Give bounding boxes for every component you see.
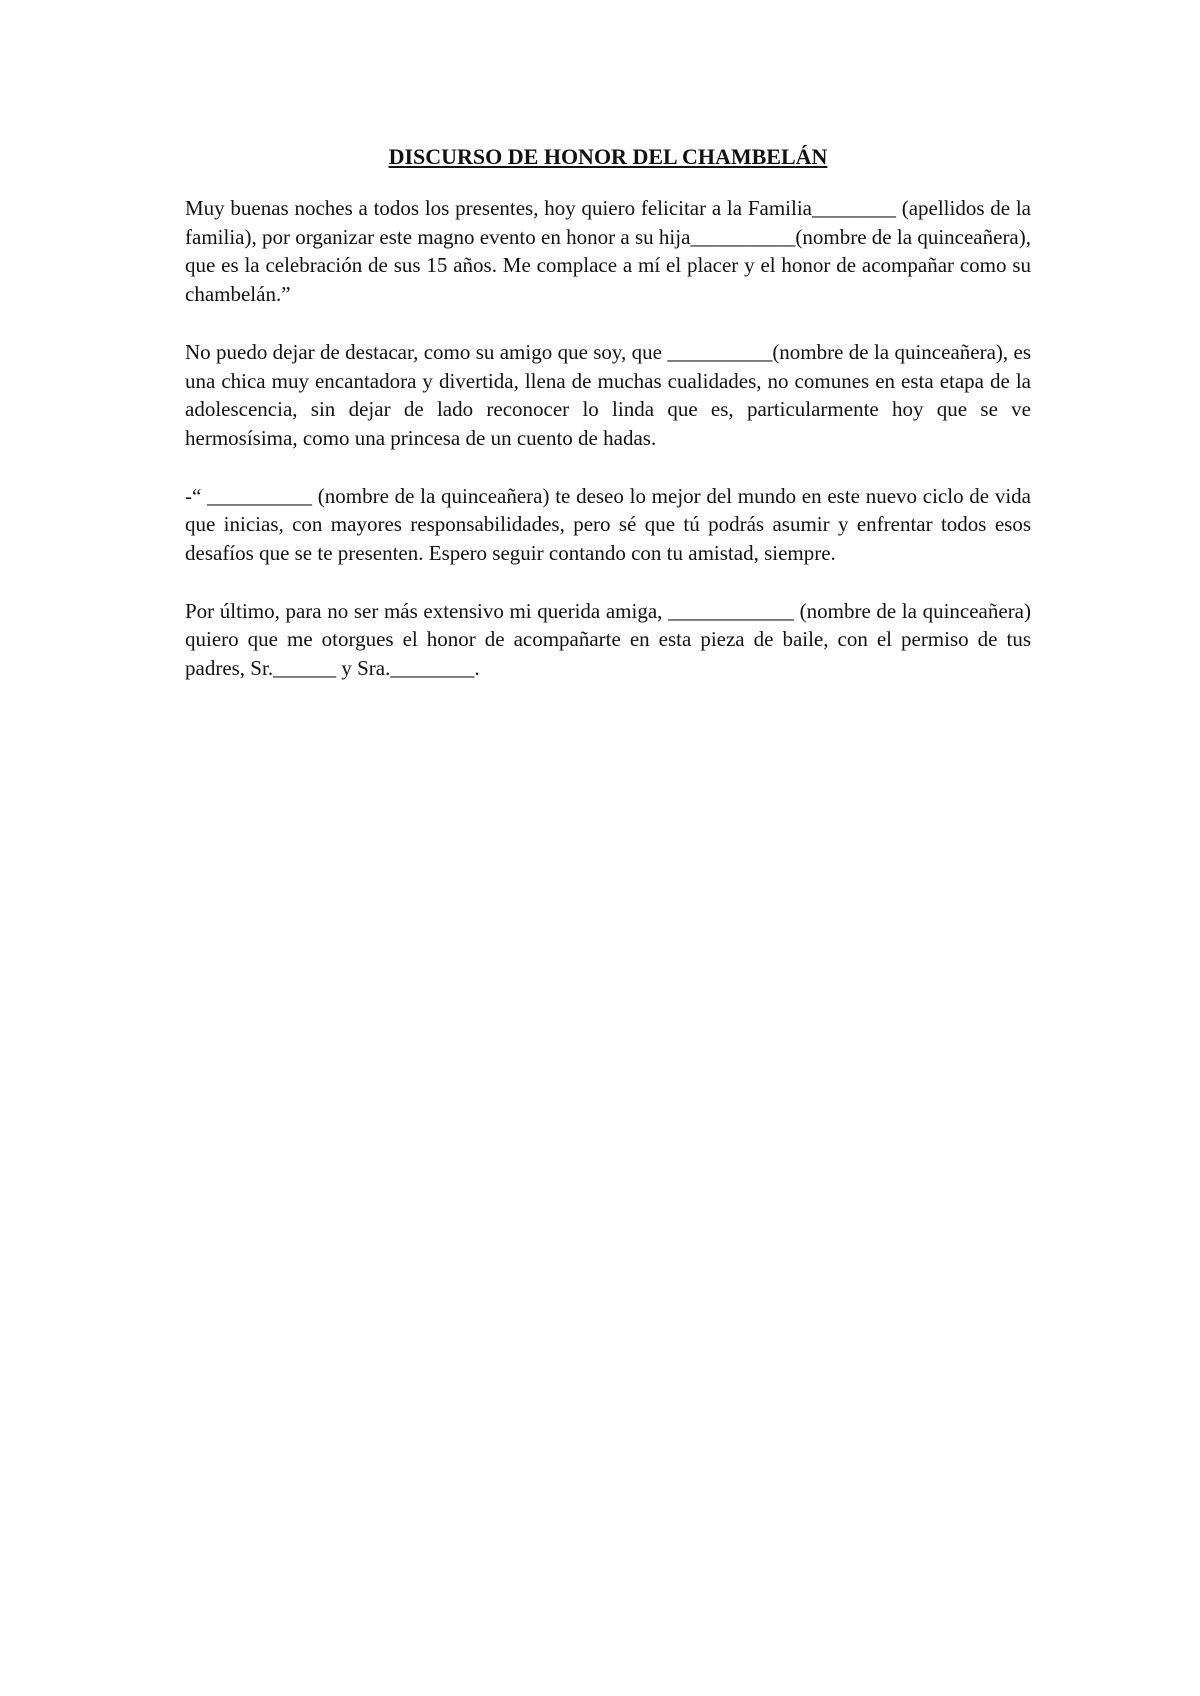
paragraph-greeting: Muy buenas noches a todos los presentes, hoy quiero felicitar a la Familia________ (apellidos de la familia), por organizar este magno evento en honor a su hija__________(nombre de la quinceañera), que es la celebración de sus 15 años. Me complace a mí el placer y el honor de acompañar como su chambelán.” — [185, 196, 1031, 307]
paragraph-wishes: -“ __________ (nombre de la quinceañera) te deseo lo mejor del mundo en este nuevo ciclo de vida que inicias, con mayores responsabilidades, pero sé que tú podrás asumir y enfrentar todos esos desafíos que se te presenten. Espero seguir contando con tu amistad, siempre. — [185, 483, 1031, 566]
paragraph-praise: No puedo dejar de destacar, como su amigo que soy, que __________(nombre de la quinceañera), es una chica muy encantadora y divertida, llena de muchas cualidades, no comunes en esta etapa de la adolescencia, sin dejar de lado reconocer lo linda que es, particularmente hoy que se ve hermosísima, como una princesa de un cuento de hadas. — [185, 339, 1031, 450]
document-body — [185, 142, 1031, 712]
document-title: DISCURSO DE HONOR DEL CHAMBELÁN — [388, 144, 828, 169]
paragraph-invitation: Por último, para no ser más extensivo mi querida amiga, ____________ (nombre de la quinceañera) quiero que me otorgues el honor de acompañarte en esta pieza de baile, con el permiso de tus padres, Sr.______ y Sra.________. — [185, 598, 1031, 681]
